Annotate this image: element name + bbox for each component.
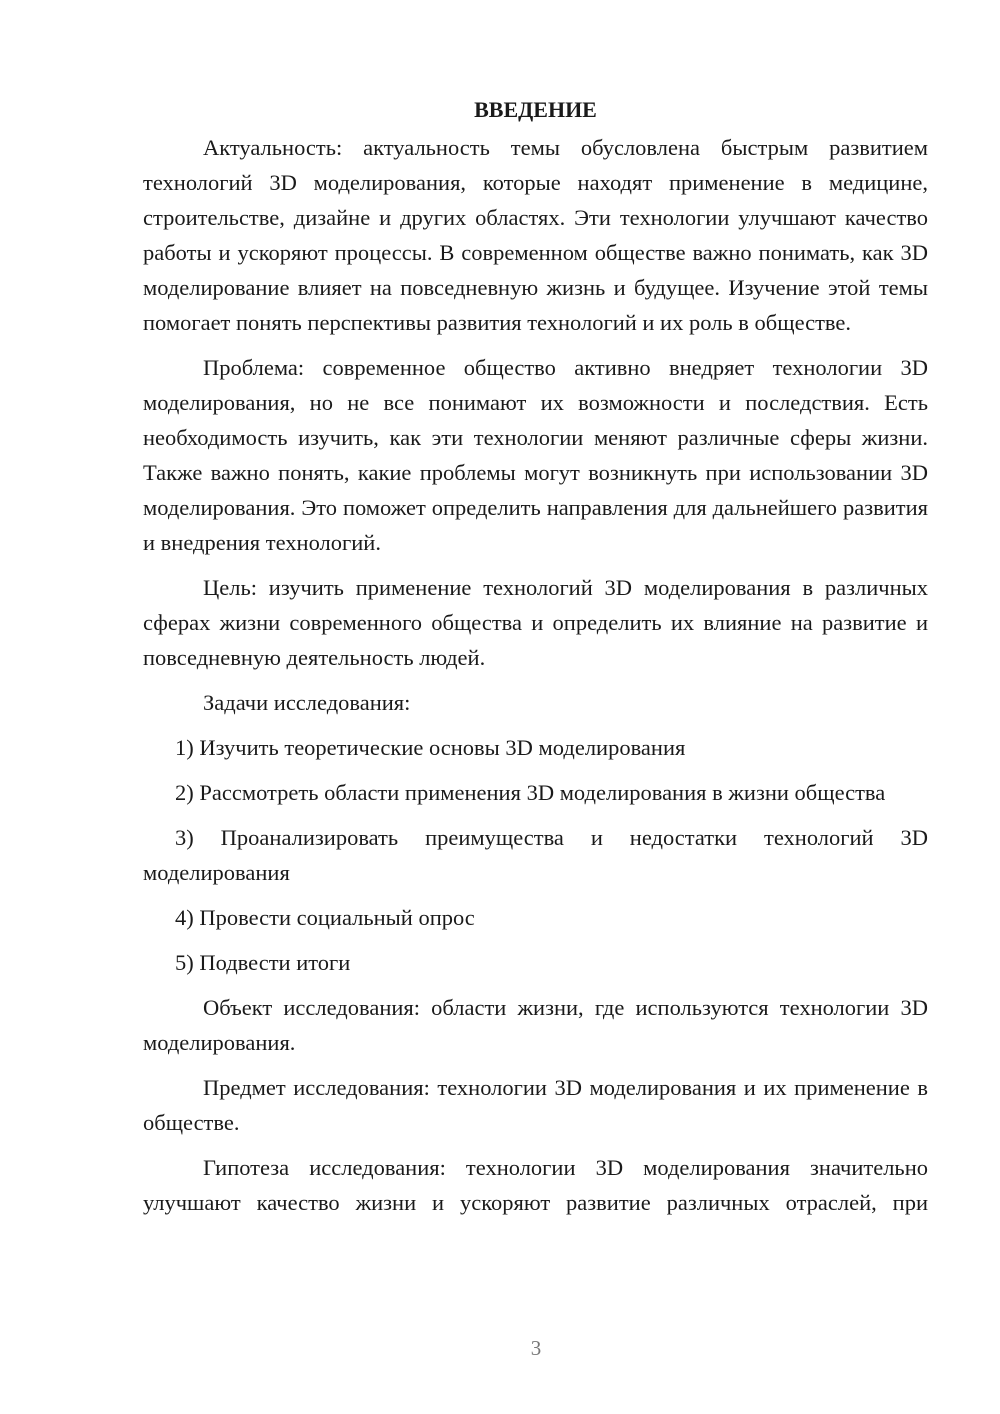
paragraph-subject: Предмет исследования: технологии 3D моделирования и их применение в обществе.: [143, 1075, 928, 1135]
paragraph-object: Объект исследования: области жизни, где используются технологии 3D моделирования.: [143, 995, 928, 1055]
task-item-2: 2) Рассмотреть области применения 3D моделирования в жизни общества: [175, 780, 886, 805]
tasks-heading: Задачи исследования:: [203, 690, 411, 715]
page-number: 3: [530, 1336, 542, 1360]
paragraph-problem: Проблема: современное общество активно внедряет технологии 3D моделирования, но не все понимают их возможности и последствия. Есть необходимость изучить, как эти технологии меняют различные сферы жизни. Также важно понять, какие проблемы могут возникнуть при использовании 3D моделирования. Это поможет определить направления для дальнейшего развития и внедрения технологий.: [143, 355, 928, 555]
paragraph-relevance: Актуальность: актуальность темы обусловлена быстрым развитием технологий 3D моделирования, которые находят применение в медицине, строительстве, дизайне и других областях. Эти технологии улучшают качество работы и ускоряют процессы. В современном обществе важно понимать, как 3D моделирование влияет на повседневную жизнь и будущее. Изучение этой темы помогает понять перспективы развития технологий и их роль в обществе.: [143, 135, 928, 335]
task-item-1: 1) Изучить теоретические основы 3D моделирования: [175, 735, 686, 760]
document-page: [143, 92, 928, 1220]
task-item-5: 5) Подвести итоги: [175, 950, 351, 975]
section-title: ВВЕДЕНИЕ: [474, 97, 597, 122]
paragraph-goal: Цель: изучить применение технологий 3D моделирования в различных сферах жизни современного общества и определить их влияние на развитие и повседневную деятельность людей.: [143, 575, 928, 670]
paragraph-hypothesis: Гипотеза исследования: технологии 3D моделирования значительно улучшают качество жизни и ускоряют развитие различных отраслей, при: [143, 1155, 928, 1215]
task-item-3: 3) Проанализировать преимущества и недостатки технологий 3D моделирования: [143, 825, 928, 885]
task-item-4: 4) Провести социальный опрос: [175, 905, 475, 930]
